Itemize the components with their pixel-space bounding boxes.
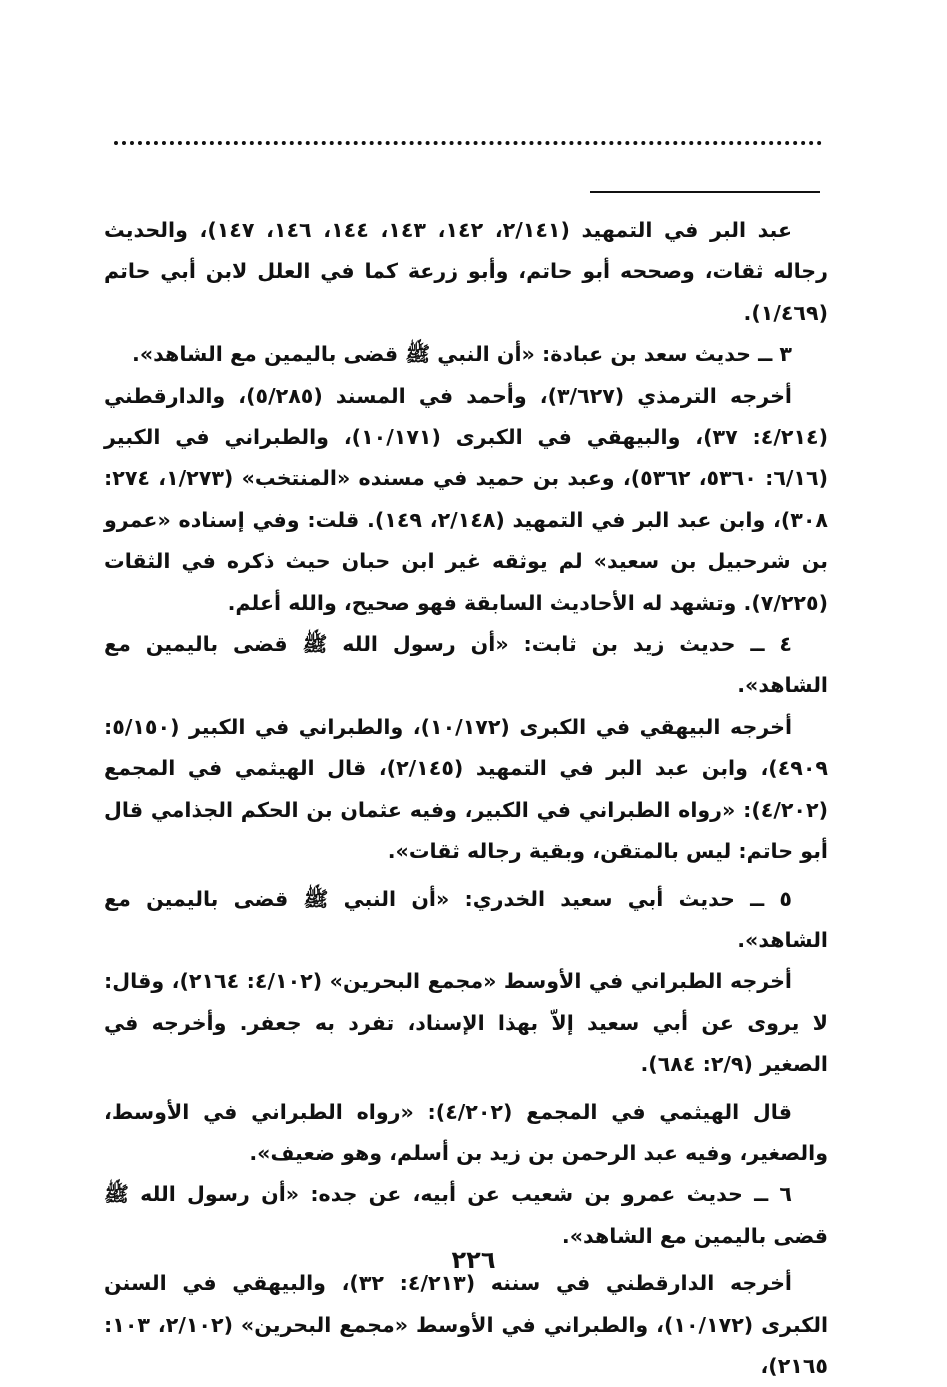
footnote-body	[104, 210, 828, 1387]
paragraph-takhrij-amr: أخرجه الدارقطني في سننه (٤/٢١٣: ٣٢)، والبيهقي في السنن الكبرى (١٠/١٧٢)، والطبراني في الأوسط «مجمع البحرين» (٢/١٠٢، ١٠٣: ٢١٦٥)،	[104, 1271, 828, 1378]
hadith-heading-amr-ibn-shuayb: ٦ ــ حديث عمرو بن شعيب عن أبيه، عن جده: «أن رسول الله ﷺ قضى باليمين مع الشاهد».	[104, 1182, 828, 1248]
paragraph-takhrij-zayd: أخرجه البيهقي في الكبرى (١٠/١٧٢)، والطبراني في الكبير (٥/١٥٠: ٤٩٠٩)، وابن عبد البر في التمهيد (٢/١٤٥)، قال الهيثمي في المجمع (٤/٢٠٢): «رواه الطبراني في الكبير، وفيه عثمان بن الحكم الجذامي قال أبو حاتم: ليس بالمتقن، وبقية رجاله ثقات».	[104, 714, 828, 864]
hadith-heading-abu-said-khudri: ٥ ــ حديث أبي سعيد الخدري: «أن النبي ﷺ قضى باليمين مع الشاهد».	[104, 886, 828, 952]
paragraph-takhrij-abu-said: أخرجه الطبراني في الأوسط «مجمع البحرين» (٤/١٠٢: ٢١٦٤)، وقال: لا يروى عن أبي سعيد إلاّ بهذا الإسناد، تفرد به جعفر. وأخرجه في الصغير (٢/٩: ٦٨٤).	[104, 969, 828, 1077]
page-number: ٢٢٦	[451, 1246, 496, 1274]
footnote-separator-line	[590, 191, 820, 193]
hadith-heading-zayd-ibn-thabit: ٤ ــ حديث زيد بن ثابت: «أن رسول الله ﷺ قضى باليمين مع الشاهد».	[104, 632, 828, 698]
dotted-separator	[114, 141, 822, 145]
paragraph-haythami-quote: قال الهيثمي في المجمع (٤/٢٠٢): «رواه الطبراني في الأوسط، والصغير، وفيه عبد الرحمن بن زيد بن أسلم، وهو ضعيف».	[104, 1099, 828, 1165]
paragraph-tamhid-continuation: عبد البر في التمهيد (٢/١٤١، ١٤٢، ١٤٣، ١٤٤، ١٤٦، ١٤٧)، والحديث رجاله ثقات، وصححه أبو حاتم، وأبو زرعة كما في العلل لابن أبي حاتم (١/٤٦٩).	[104, 218, 828, 325]
hadith-heading-saad-ibn-ubada: ٣ ــ حديث سعد بن عبادة: «أن النبي ﷺ قضى باليمين مع الشاهد».	[132, 342, 792, 367]
paragraph-takhrij-saad: أخرجه الترمذي (٣/٦٢٧)، وأحمد في المسند (٥/٢٨٥)، والدارقطني (٤/٢١٤: ٣٧)، والبيهقي في الكبرى (١٠/١٧١)، والطبراني في الكبير (٦/١٦: ٥٣٦٠، ٥٣٦٢)، وعبد بن حميد في مسنده «المنتخب» (١/٢٧٣، ٢٧٤: ٣٠٨)، وابن عبد البر في التمهيد (٢/١٤٨، ١٤٩). قلت: وفي إسناده «عمرو بن شرحبيل بن سعيد» لم يوثقه غير ابن حبان حيث ذكره في الثقات (٧/٢٢٥). وتشهد له الأحاديث السابقة فهو صحيح، والله أعلم.	[104, 383, 829, 615]
